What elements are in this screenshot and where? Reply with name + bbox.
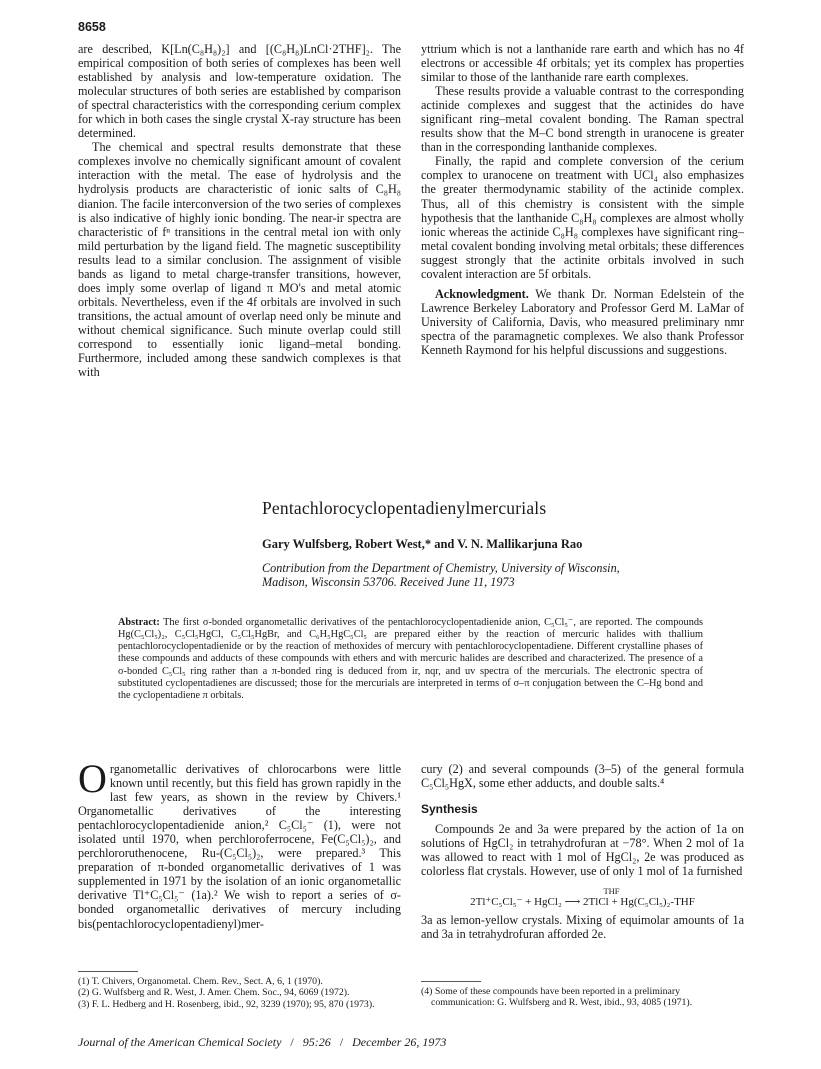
paragraph: The chemical and spectral results demonstrate that these complexes involve no chemically significant amount of covalent interaction with the metal. The ease of hydrolysis and the hydrolysis products are characteristic of ionic salts of C₈H₈ dianion. The facile interconversion of the two series of complexes is also indicative of highly ionic bonding. The near-ir spectra are characteristic of fⁿ transitions in the central metal ion with only mild perturbation by the ligand field. The magnetic susceptibility results lead to a similar conclusion. The assignment of visible bands as ligand to metal charge-transfer transitions, however, does imply some overlap of ligand π MO's and metal atomic orbitals. Nevertheless, even if the 4f orbitals are involved in such transitions, the actual amount of overlap need only be minute and without chemical significance. Such minute overlap could still correspond to essentially ionic ligand–metal bonding. Furthermore, included among these sandwich complexes is that with xyxy=(78,140,401,380)
abstract xyxy=(118,617,703,702)
paragraph: Finally, the rapid and complete conversion of the cerium complex to uranocene on treatment with UCl₄ also emphasizes the greater thermodynamic stability of the actinide complex. Thus, all of this chemistry is consistent with the simple hypothesis that the lanthanide C₈H₈ complexes are almost wholly ionic whereas the actinide C₈H₈ complexes have significant ring–metal covalent bonding involving metal orbitals; these differences suggest strongly that the actinite orbitals involved in such covalent interaction are 5f orbitals. xyxy=(421,154,744,281)
reaction-equation xyxy=(421,884,744,909)
top-left-column xyxy=(78,42,401,379)
intro-paragraph xyxy=(78,756,401,931)
footnote: (2) G. Wulfsberg and R. West, J. Amer. Chem. Soc., 94, 6069 (1972). xyxy=(78,987,350,999)
abstract-text: The first σ-bonded organometallic derivatives of the pentachlorocyclopentadienide anion, C₅Cl₅⁻, are reported. The compounds Hg(C₅Cl₅)₂, C₅Cl₅HgCl, C₅Cl₅HgBr, and C₆H₅HgC₅Cl₅ are prepared either by the reaction of mercuric halides with thallium pentachlorocyclopentadienide or by the reaction of methoxides of mercury with pentachlorocyclopentadiene. Different crystalline phases of these compounds and adducts of these compounds with ethers and with mercuric halides are described and characterized. The presence of a σ-bonded C₅Cl₅ ring rather than a π-bonded ring is deduced from ir, nqr, and uv spectra of the mercurials. The electronic spectra of substituted cyclopentadienes are discussed; those for the mercurials are interpreted in terms of σ–π conjugation between the C–Hg bond and the cyclopentadiene π orbitals. xyxy=(118,617,703,701)
paragraph: yttrium which is not a lanthanide rare earth and which has no 4f electrons or accessible 4f orbitals; yet its complex has properties similar to those of the lanthanide rare earth complexes. xyxy=(421,42,744,85)
journal-volume: 95:26 xyxy=(302,1035,331,1049)
footnotes-left xyxy=(78,971,401,1010)
footnote: (4) Some of these compounds have been reported in a preliminary communication: G. Wulfsberg and R. West, ibid., 93, 4085 (1971). xyxy=(421,986,693,1009)
body-left-column xyxy=(78,756,401,931)
paragraph: are described, K[Ln(C₈H₈)₂] and [(C₈H₈)LnCl·2THF]₂. The empirical composition of both series of complexes has been well established by analysis and low-temperature oxidation. The molecular structures of both series are established by comparison of spectral characteristics with the corresponding cerium complex for which in both cases the single crystal X-ray structure has been determined. xyxy=(78,42,401,141)
article-title: Pentachlorocyclopentadienylmercurials xyxy=(262,498,547,518)
acknowledgment xyxy=(421,287,744,357)
footer-separator: / xyxy=(290,1035,294,1049)
affiliation-received: Madison, Wisconsin 53706. Received June 11, 1973 xyxy=(262,575,515,589)
section-heading: Synthesis xyxy=(421,802,478,817)
paragraph: cury (2) and several compounds (3–5) of the general formula C₅Cl₅HgX, some ether adducts, and double salts.⁴ xyxy=(421,762,744,791)
journal-name: Journal of the American Chemical Society xyxy=(78,1035,282,1049)
footer-separator: / xyxy=(339,1035,344,1049)
paragraph: These results provide a valuable contrast to the corresponding actinide complexes and suggest that the actinides do have significant ring–metal covalent bonding. The Raman spectral results show that the M–C bond strength in uranocene is greater than in the corresponding lanthanide complexes. xyxy=(421,84,744,155)
footnotes-right xyxy=(421,981,744,1009)
acknowledgment-label: Acknowledgment. xyxy=(435,286,529,301)
article-header xyxy=(262,498,742,589)
acknowledgment-text: We thank Dr. Norman Edelstein of the Lawrence Berkeley Laboratory and Professor Gerd M. LaMar of University of California, Davis, who measured preliminary nmr spectra of the paramagnetic complexes. We also thank Professor Kenneth Raymond for his helpful discussions and suggestions. xyxy=(421,286,744,357)
paragraph: 3a as lemon-yellow crystals. Mixing of equimolar amounts of 1a and 3a in tetrahydrofuran afforded 2e. xyxy=(421,913,744,942)
top-right-column xyxy=(421,42,744,357)
abstract-label: Abstract: xyxy=(118,617,160,628)
footnote: (3) F. L. Hedberg and H. Rosenberg, ibid., 92, 3239 (1970); 95, 870 (1973). xyxy=(78,998,375,1010)
body-right-column xyxy=(421,762,744,942)
intro-text: rganometallic derivatives of chlorocarbons were little known until recently, but this field has grown rapidly in the last few years, as shown in the review by Chivers.¹ Organometallic derivatives of the interesting pentachlorocyclopentadienide anion,² C₅Cl₅⁻ (1), were not isolated until 1970, when perchloroferrocene, Fe(C₅Cl₅)₂, and perchlororuthenocene, Ru-(C₅Cl₅)₂, were prepared.³ This preparation of π-bonded organometallic derivatives of 1 was supplemented in 1971 by the isolation of an ionic organometallic derivative Tl⁺C₅Cl₅⁻ (1a).² We wish to report a series of σ-bonded organometallic derivatives of mercury including bis(pentachlorocyclopentadienyl)mer- xyxy=(78,762,401,931)
drop-cap: O xyxy=(78,756,107,801)
affiliation: Contribution from the Department of Chemistry, University of Wisconsin, xyxy=(262,561,620,575)
footnote-rule xyxy=(421,981,481,982)
journal-date: December 26, 1973 xyxy=(352,1035,447,1049)
equation-solvent: THF xyxy=(603,886,620,897)
footnote: (1) T. Chivers, Organometal. Chem. Rev., Sect. A, 6, 1 (1970). xyxy=(78,976,323,987)
equation-text: 2Tl⁺C₅Cl₅⁻ + HgCl₂ ⟶ 2TlCl + Hg(C₅Cl₅)₂-THF xyxy=(470,896,695,909)
paragraph: Compounds 2e and 3a were prepared by the action of 1a on solutions of HgCl₂ in tetrahydrofuran at −78°. When 2 mol of 1a was allowed to react with 1 mol of HgCl₂, 2e was produced as colorless flat crystals. However, use of only 1 mol of 1a furnished xyxy=(421,822,744,879)
journal-footer xyxy=(78,1035,738,1050)
footnote-rule xyxy=(78,971,138,972)
authors: Gary Wulfsberg, Robert West,* and V. N. Mallikarjuna Rao xyxy=(262,537,583,551)
page-number: 8658 xyxy=(78,20,106,34)
